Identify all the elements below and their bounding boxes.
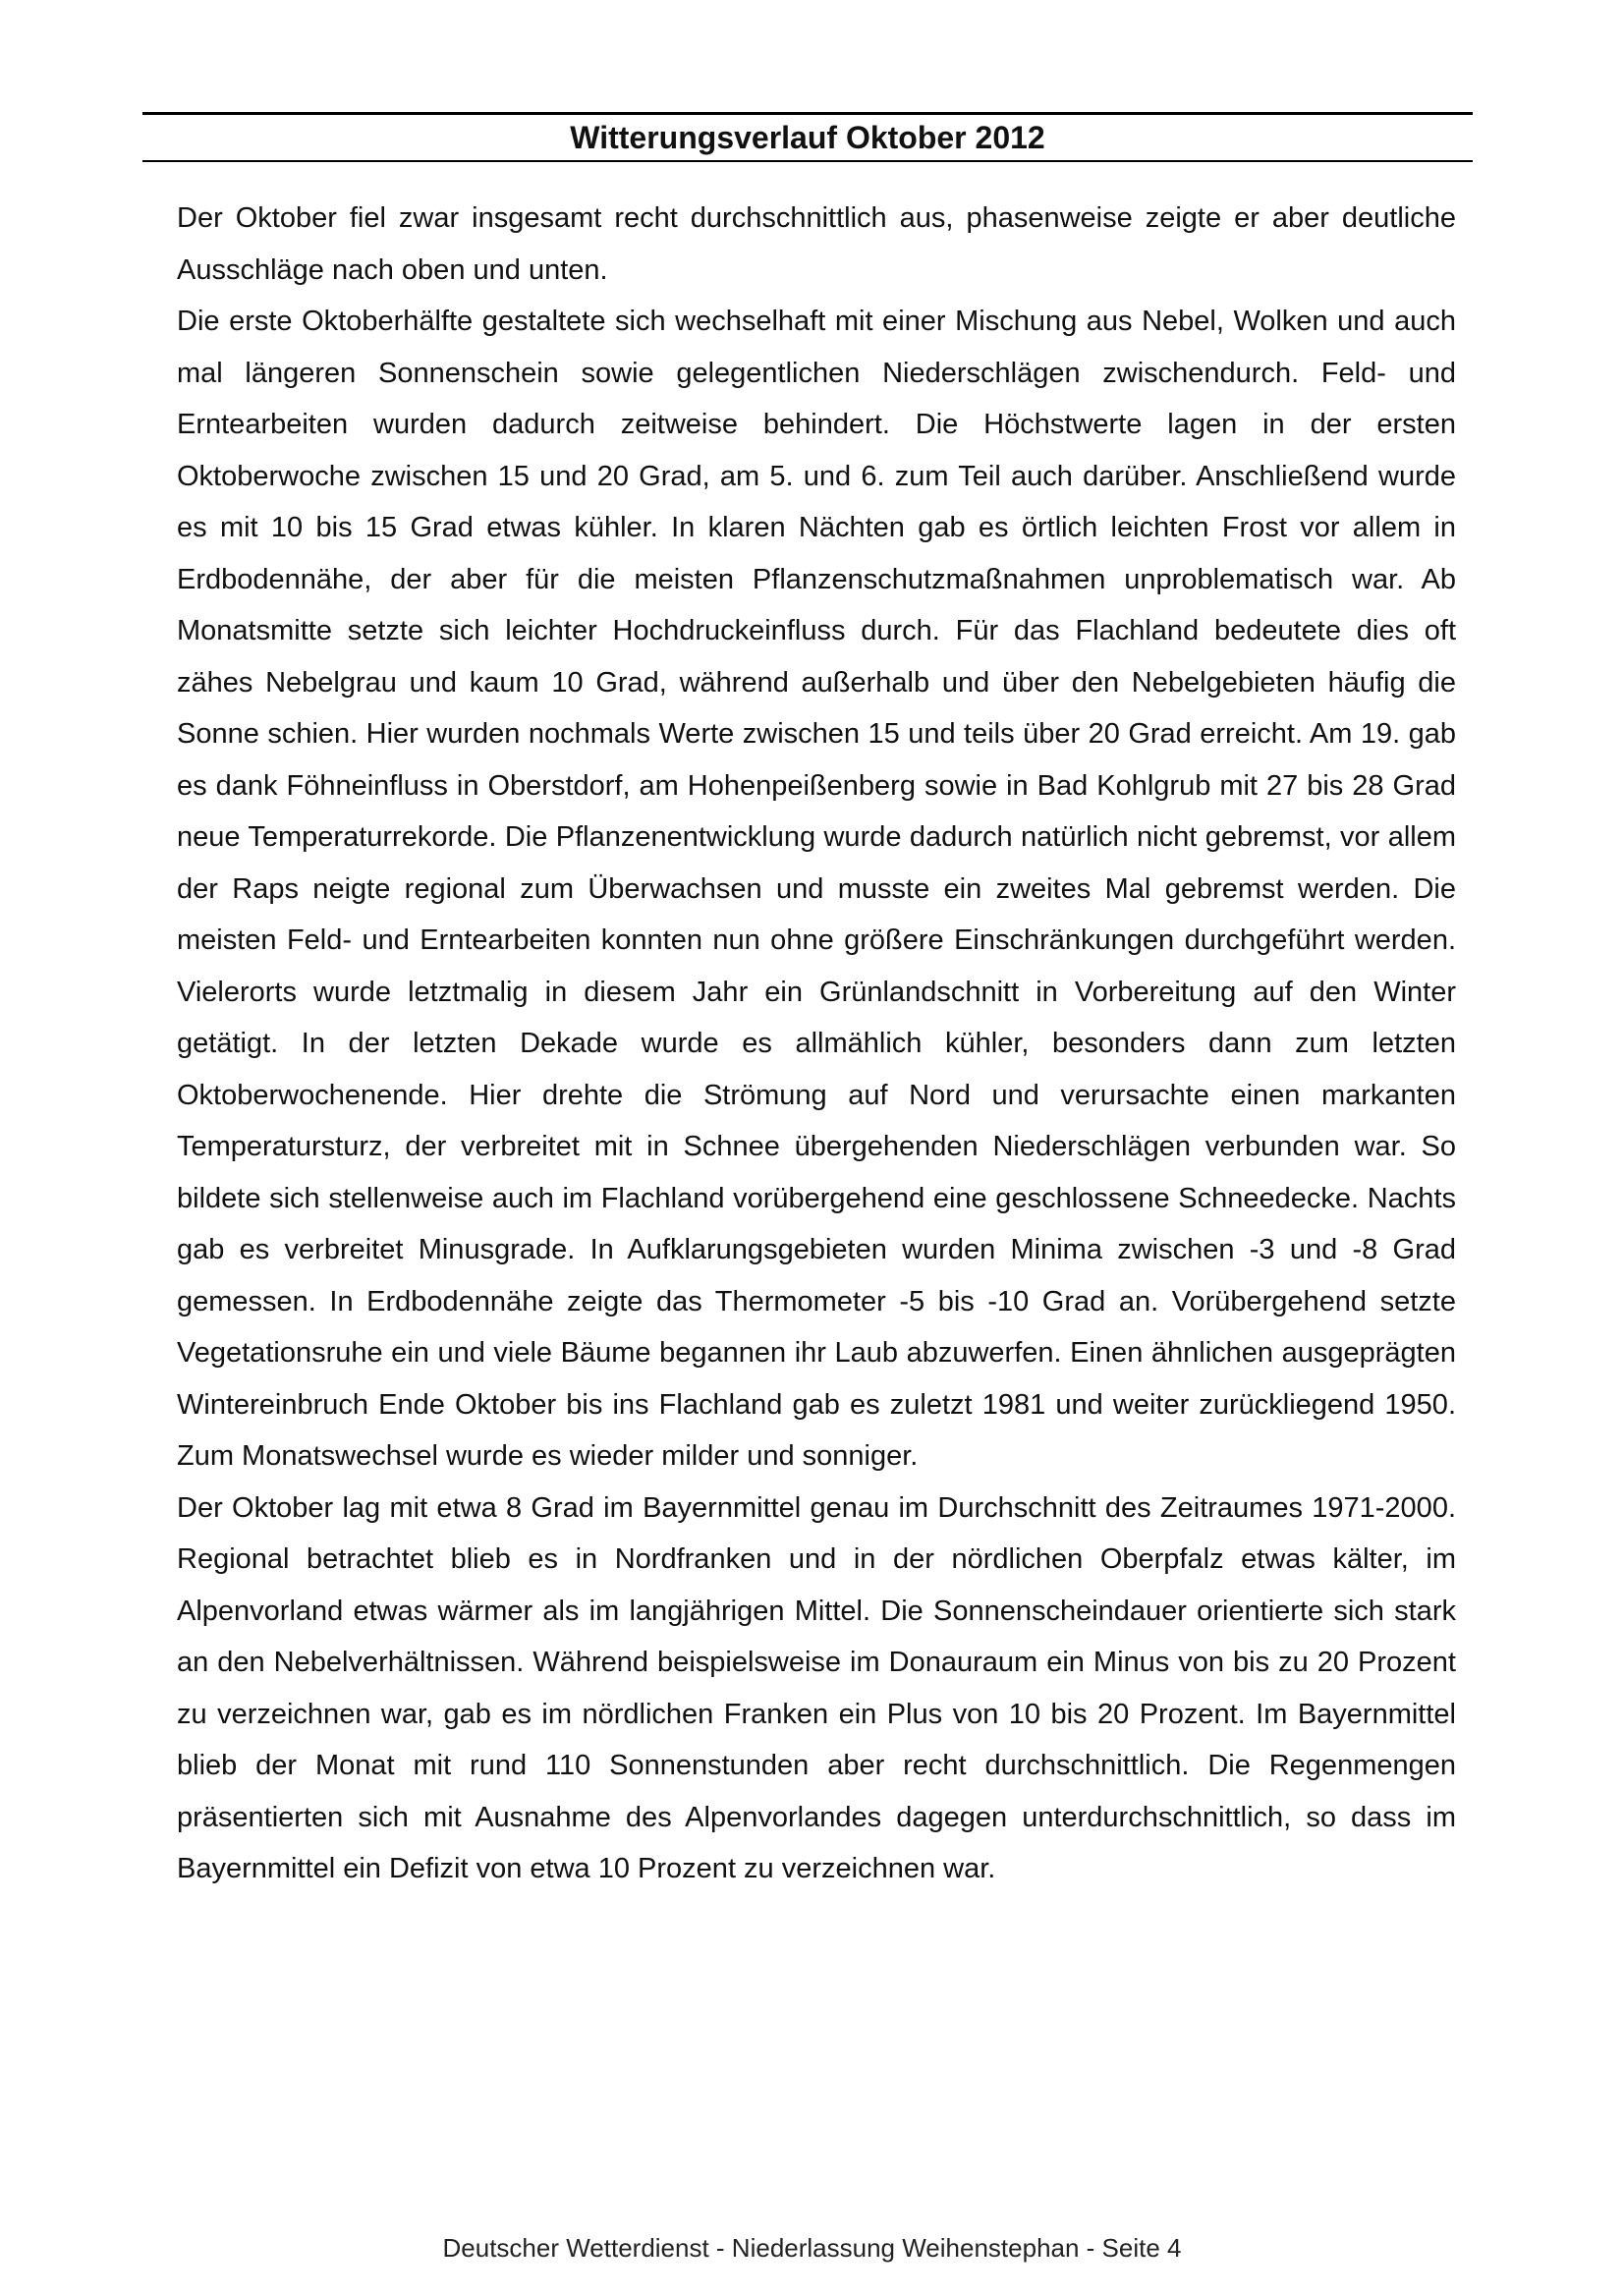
- paragraph-intro: Der Oktober fiel zwar insgesamt recht durchschnittlich aus, phasenweise zeigte er aber deutliche Ausschläge nach oben und unten.: [177, 202, 1456, 286]
- body-text: [177, 193, 1456, 1895]
- title-top-rule: [142, 112, 1473, 115]
- paragraph-weather-course: Die erste Oktoberhälfte gestaltete sich wechselhaft mit einer Mischung aus Nebel, Wolken und auch mal längeren Sonnenschein sowie gelegentlichen Niederschlägen zwischendurch. Feld- und Erntearbeiten wurden dadurch zeitweise behindert. Die Höchstwerte lagen in der ersten Oktoberwoche zwischen 15 und 20 Grad, am 5. und 6. zum Teil auch darüber. Anschließend wurde es mit 10 bis 15 Grad etwas kühler. In klaren Nächten gab es örtlich leichten Frost vor allem in Erdbodennähe, der aber für die meisten Pflanzenschutzmaßnahmen unproblematisch war. Ab Monatsmitte setzte sich leichter Hochdruckeinfluss durch. Für das Flachland bedeutete dies oft zähes Nebelgrau und kaum 10 Grad, während außerhalb und über den Nebelgebieten häufig die Sonne schien. Hier wurden nochmals Werte zwischen 15 und teils über 20 Grad erreicht. Am 19. gab es dank Föhneinfluss in Oberstdorf, am Hohenpeißenberg sowie in Bad Kohlgrub mit 27 bis 28 Grad neue Temperaturrekorde. Die Pflanzenentwicklung wurde dadurch natürlich nicht gebremst, vor allem der Raps neigte regional zum Überwachsen und musste ein zweites Mal gebremst werden. Die meisten Feld- und Erntearbeiten konnten nun ohne größere Einschränkungen durchgeführt werden. Vielerorts wurde letztmalig in diesem Jahr ein Grünlandschnitt in Vorbereitung auf den Winter getätigt. In der letzten Dekade wurde es allmählich kühler, besonders dann zum letzten Oktoberwochenende. Hier drehte die Strömung auf Nord und verursachte einen markanten Temperatursturz, der verbreitet mit in Schnee übergehenden Niederschlägen verbunden war. So bildete sich stellenweise auch im Flachland vorübergehend eine geschlossene Schneedecke. Nachts gab es verbreitet Minusgrade. In Aufklarungsgebieten wurden Minima zwischen -3 und -8 Grad gemessen. In Erdbodennähe zeigte das Thermometer -5 bis -10 Grad an. Vorübergehend setzte Vegetationsruhe ein und viele Bäume begannen ihr Laub abzuwerfen. Einen ähnlichen ausgeprägten Wintereinbruch Ende Oktober bis ins Flachland gab es zuletzt 1981 und weiter zurückliegend 1950. Zum Monatswechsel wurde es wieder milder und sonniger.: [177, 306, 1456, 1472]
- paragraph-summary: Der Oktober lag mit etwa 8 Grad im Bayernmittel genau im Durchschnitt des Zeitraumes 1971-2000. Regional betrachtet blieb es in Nordfranken und in der nördlichen Oberpfalz etwas kälter, im Alpenvorland etwas wärmer als im langjährigen Mittel. Die Sonnenscheindauer orientierte sich stark an den Nebelverhältnissen. Während beispielsweise im Donauraum ein Minus von bis zu 20 Prozent zu verzeichnen war, gab es im nördlichen Franken ein Plus von 10 bis 20 Prozent. Im Bayernmittel blieb der Monat mit rund 110 Sonnenstunden aber recht durchschnittlich. Die Regenmengen präsentierten sich mit Ausnahme des Alpenvorlandes dagegen unterdurchschnittlich, so dass im Bayernmittel ein Defizit von etwa 10 Prozent zu verzeichnen war.: [177, 1491, 1456, 1884]
- page-title: Witterungsverlauf Oktober 2012: [570, 120, 1045, 155]
- title-bottom-rule: [142, 160, 1473, 162]
- page-footer: Deutscher Wetterdienst - Niederlassung Weihenstephan - Seite 4: [442, 2233, 1182, 2263]
